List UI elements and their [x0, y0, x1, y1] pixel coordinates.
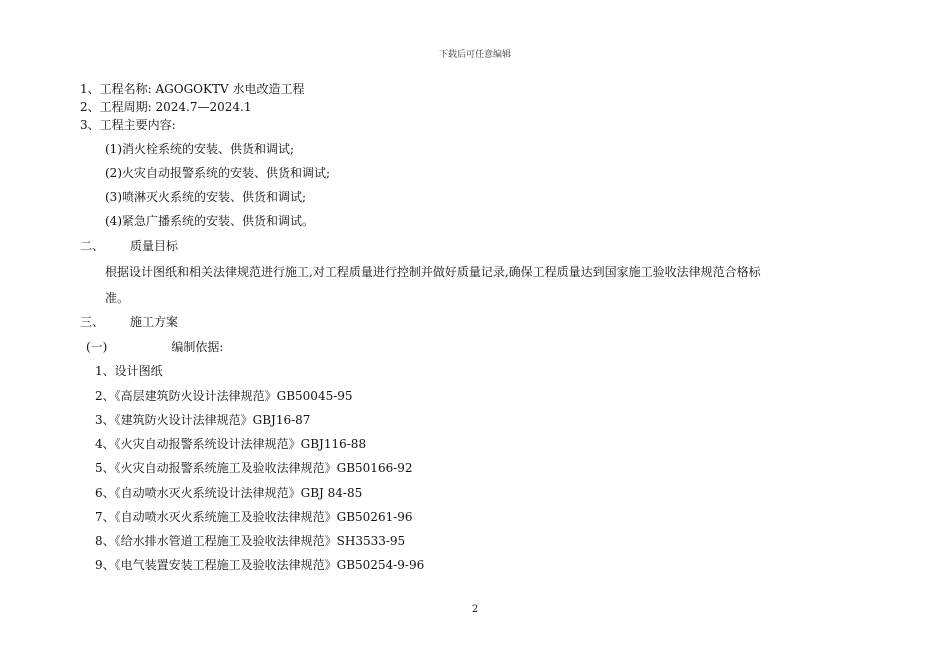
project-content-heading: 3、工程主要内容:	[80, 118, 176, 132]
plan-sub-title: 编制依据:	[171, 340, 224, 354]
quality-number: 二、	[80, 239, 105, 253]
basis-item-5: 5、《火灾自动报警系统施工及验收法律规范》GB50166-92	[95, 461, 413, 475]
quality-heading	[80, 238, 178, 254]
quality-paragraph-line2: 准。	[105, 291, 130, 305]
basis-item-1: 1、设计图纸	[95, 364, 163, 378]
basis-item-4: 4、《火灾自动报警系统设计法律规范》GBJ116-88	[95, 437, 367, 451]
plan-title: 施工方案	[130, 315, 179, 329]
quality-title: 质量目标	[130, 239, 179, 253]
basis-item-2: 2、《高层建筑防火设计法律规范》GB50045-95	[95, 389, 353, 403]
project-name-line: 1、工程名称: AGOGOKTV 水电改造工程	[80, 82, 305, 96]
basis-item-9: 9、《电气装置安装工程施工及验收法律规范》GB50254-9-96	[95, 558, 425, 572]
plan-number: 三、	[80, 315, 105, 329]
project-item-4: (4)紧急广播系统的安装、供货和调试。	[105, 214, 314, 228]
basis-item-6: 6、《自动喷水灭火系统设计法律规范》GBJ 84-85	[95, 486, 363, 500]
project-period-line: 2、工程周期: 2024.7—2024.1	[80, 100, 252, 114]
header-note: 下载后可任意编辑	[438, 50, 511, 60]
project-item-3: (3)喷淋灭火系统的安装、供货和调试;	[105, 190, 307, 204]
basis-item-8: 8、《给水排水管道工程施工及验收法律规范》SH3533-95	[95, 534, 406, 548]
plan-heading	[80, 314, 178, 330]
quality-paragraph-line1: 根据设计图纸和相关法律规范进行施工,对工程质量进行控制并做好质量记录,确保工程质量达到国家施工验收法律规范合格标	[105, 265, 761, 279]
plan-subheading	[86, 339, 223, 355]
basis-item-3: 3、《建筑防火设计法律规范》GBJ16-87	[95, 413, 311, 427]
project-item-2: (2)火灾自动报警系统的安装、供货和调试;	[105, 166, 331, 180]
project-item-1: (1)消火栓系统的安装、供货和调试;	[105, 142, 295, 156]
plan-sub-number: (一)	[86, 340, 108, 354]
page-number: 2	[471, 604, 479, 615]
basis-item-7: 7、《自动喷水灭火系统施工及验收法律规范》GB50261-96	[95, 510, 413, 524]
